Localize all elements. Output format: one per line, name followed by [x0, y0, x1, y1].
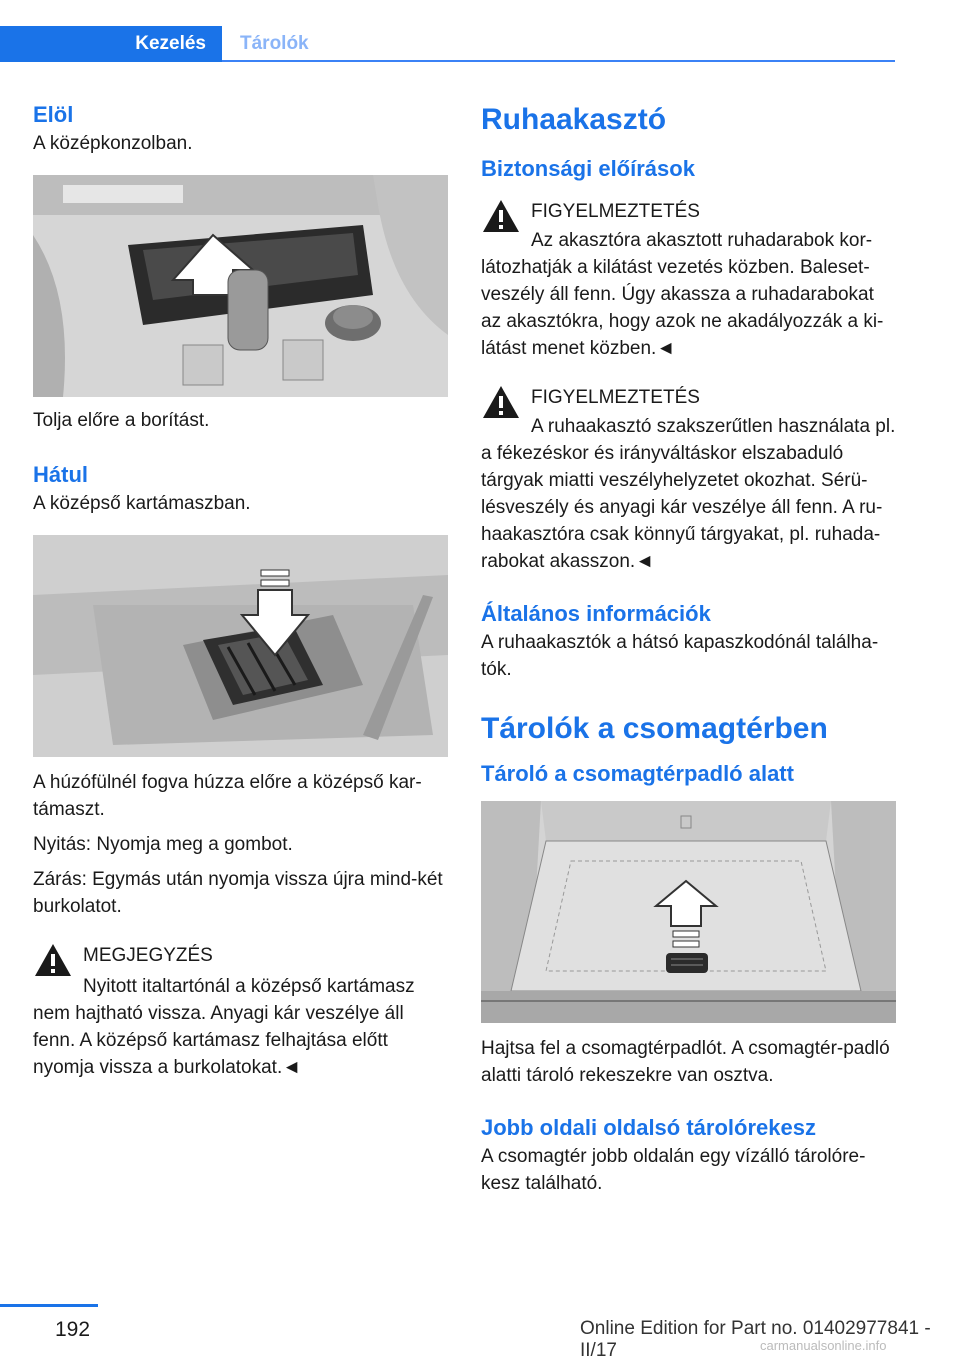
- paragraph-general: A ruhaakasztók a hátsó kapaszkodónál találha-tók.: [481, 632, 879, 680]
- warning-1-title: FIGYELMEZTETÉS: [531, 201, 700, 222]
- warning-icon: [481, 198, 521, 234]
- tab-tarolok[interactable]: Tárolók: [240, 33, 309, 54]
- heading-general: Általános információk: [481, 601, 711, 626]
- paragraph-front: A középkonzolban.: [33, 133, 193, 154]
- note-title: MEGJEGYZÉS: [83, 945, 213, 966]
- heading-hanger: Ruhaakasztó: [481, 103, 667, 136]
- paragraph-rear-1: A húzófülnél fogva húzza előre a középső kar-támaszt.: [33, 772, 422, 820]
- warning-1-text: Az akasztóra akasztott ruhadarabok kor-látozhatják a kilátást vezetés közben. Baleset-veszély áll fenn. Úgy akassza a ruhadarabokat az akasztókra, hogy azok ne akadályozzák a ki-látást menet közben.◄: [481, 230, 884, 359]
- left-column: [33, 100, 448, 1081]
- heading-rear: Hátul: [33, 462, 88, 487]
- edition-text: Online Edition for Part no. 01402977841 - II/17: [580, 1318, 931, 1361]
- warning-icon: [481, 384, 521, 420]
- heading-trunk: Tárolók a csomagtérben: [481, 712, 828, 745]
- figure-trunk-floor: [481, 801, 896, 1023]
- warning-box-2: [481, 384, 896, 575]
- right-column: [481, 100, 896, 1197]
- warning-box-1: [481, 198, 896, 362]
- heading-underfloor: Tároló a csomagtérpadló alatt: [481, 761, 794, 786]
- figure-center-console: [33, 175, 448, 397]
- watermark: carmanualsonline.info: [760, 1338, 887, 1353]
- heading-side: Jobb oldali oldalsó tárolórekesz: [481, 1115, 816, 1140]
- paragraph-underfloor: Hajtsa fel a csomagtérpadlót. A csomagtér-padló alatti tároló rekeszekre van osztva.: [481, 1038, 890, 1086]
- paragraph-rear: A középső kartámaszban.: [33, 493, 251, 514]
- figure-rear-armrest: [33, 535, 448, 757]
- warning-2-title: FIGYELMEZTETÉS: [531, 387, 700, 408]
- tab-kezeles[interactable]: Kezelés: [0, 26, 222, 62]
- note-text: Nyitott italtartónál a középső kartámasz nem hajtható vissza. Anyagi kár veszélye áll fenn. A középső kartámasz felhajtása előtt nyomja vissza a burkolatokat.◄: [33, 976, 415, 1078]
- note-box: [33, 942, 448, 1081]
- warning-icon: [33, 942, 73, 978]
- paragraph-side: A csomagtér jobb oldalán egy vízálló tárolóre-kesz található.: [481, 1146, 866, 1194]
- header-rule: [222, 60, 895, 62]
- heading-safety: Biztonsági előírások: [481, 156, 695, 181]
- paragraph-rear-2: Nyitás: Nyomja meg a gombot.: [33, 834, 293, 855]
- paragraph-front-action: Tolja előre a borítást.: [33, 410, 210, 431]
- paragraph-rear-3: Zárás: Egymás után nyomja vissza újra mind-két burkolatot.: [33, 869, 443, 917]
- header-tabbar: [0, 26, 895, 62]
- warning-2-text: A ruhaakasztó szakszerűtlen használata pl. a fékezéskor és irányváltáskor elszabaduló tárgyak miatti veszélyhelyzetet okozhat. Sérü-lésveszély és anyagi kár veszélye áll fenn. A ru-haakasztóra csak könnyű tárgyakat, pl. ruhada-rabokat akasszon.◄: [481, 416, 896, 572]
- heading-front: Elöl: [33, 102, 74, 127]
- footer-rule: [0, 1304, 98, 1307]
- page-number: 192: [55, 1318, 91, 1341]
